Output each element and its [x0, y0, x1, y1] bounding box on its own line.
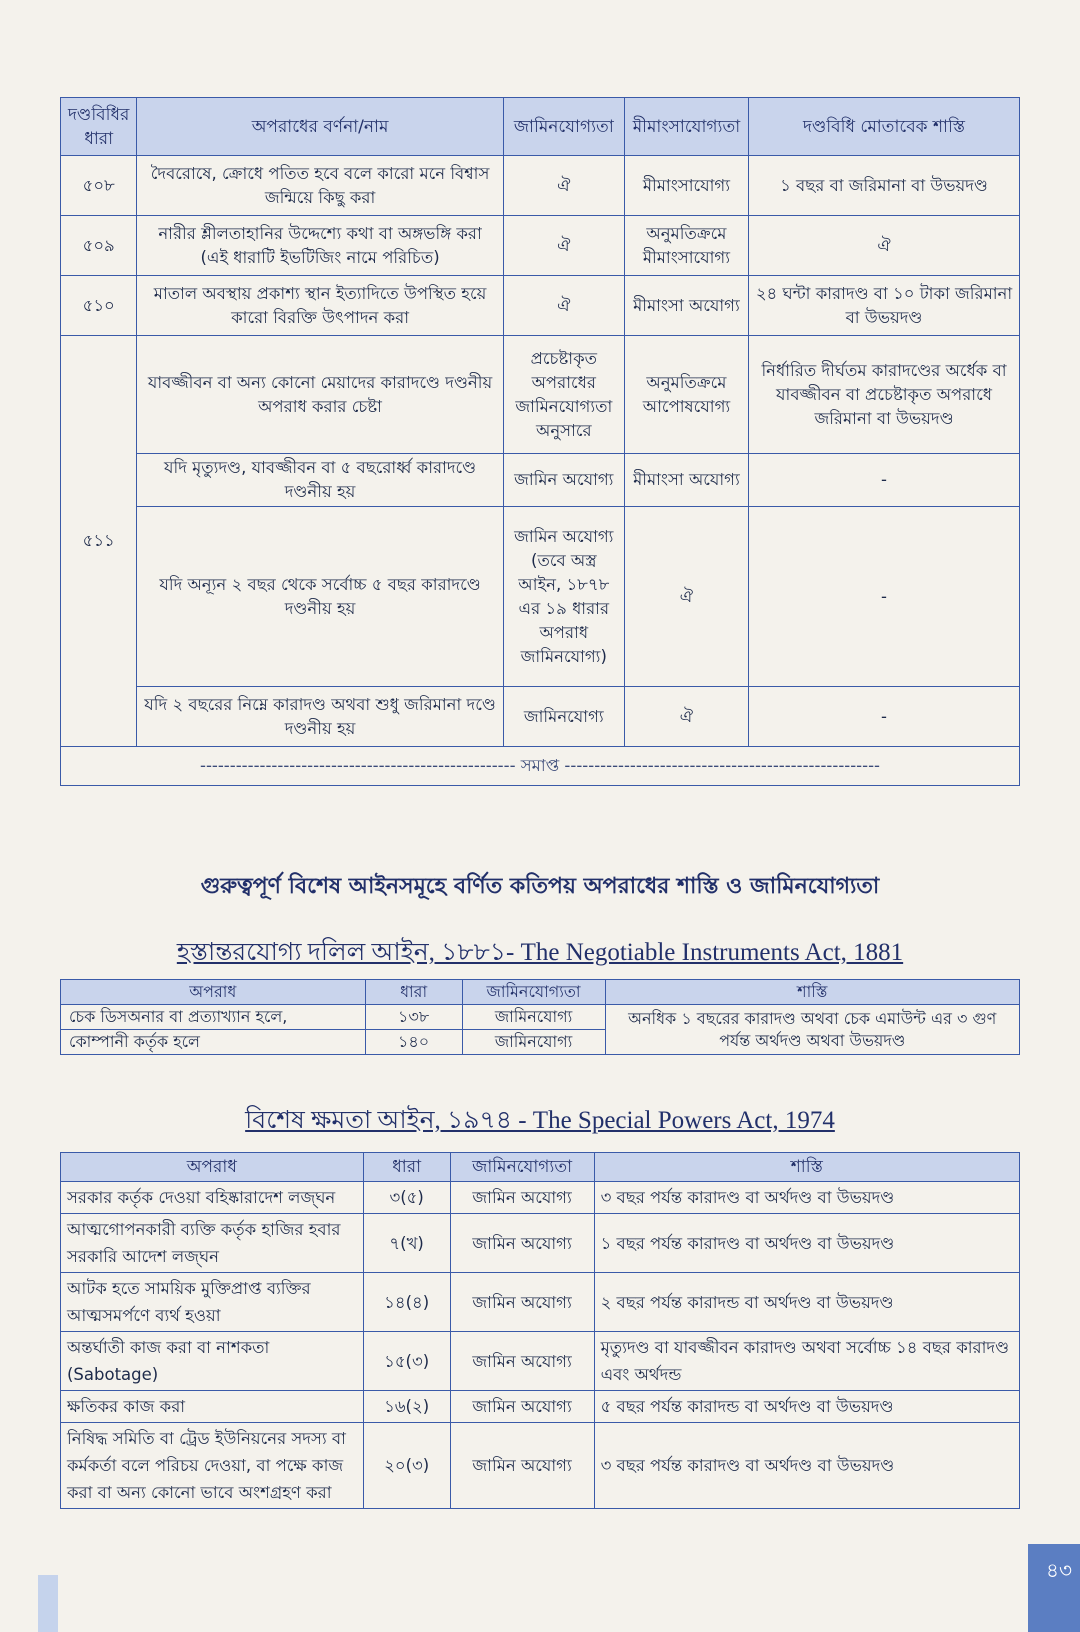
description-cell: মাতাল অবস্থায় প্রকাশ্য স্থান ইত্যাদিতে উপস্থিত হয়ে কারো বিরক্তি উৎপাদন করা [137, 276, 503, 336]
column-header: জামিনযোগ্যতা [450, 1153, 594, 1182]
column-header: জামিনযোগ্যতা [462, 980, 605, 1005]
table-row [61, 507, 1020, 687]
table-row [61, 1182, 1020, 1214]
column-header: জামিনযোগ্যতা [503, 98, 624, 156]
punishment-cell: অনধিক ১ বছরের কারাদণ্ড অথবা চেক এমাউন্ট এর ৩ গুণ পর্যন্ত অর্থদণ্ড অথবা উভয়দণ্ড [605, 1005, 1020, 1055]
section-cell: ১৬(২) [363, 1391, 450, 1423]
description-cell: নারীর শ্লীলতাহানির উদ্দেশ্যে কথা বা অঙ্গভঙ্গি করা (এই ধারাটি ইভটিজিং নামে পরিচিত) [137, 216, 503, 276]
table-row [61, 1391, 1020, 1423]
bail-cell: জামিন অযোগ্য [503, 454, 624, 507]
bail-cell: ঐ [503, 216, 624, 276]
column-header: দণ্ডবিধির ধারা [61, 98, 137, 156]
compoundable-cell: মীমাংসা অযোগ্য [624, 454, 748, 507]
table-row [61, 454, 1020, 507]
description-cell: যদি অন্যূন ২ বছর থেকে সর্বোচ্চ ৫ বছর কারাদণ্ডে দণ্ডনীয় হয় [137, 507, 503, 687]
bail-cell: জামিন অযোগ্য [450, 1332, 594, 1391]
offence-cell: নিষিদ্ধ সমিতি বা ট্রেড ইউনিয়নের সদস্য বা কর্মকর্তা বলে পরিচয় দেওয়া, বা পক্ষে কাজ করা বা অন্য কোনো ভাবে অংশগ্রহণ করা [61, 1423, 364, 1509]
bail-cell: জামিন অযোগ্য [450, 1214, 594, 1273]
table-end-row [61, 747, 1020, 786]
table-row [61, 1332, 1020, 1391]
penal-code-table [60, 97, 1020, 786]
page-edge-tab [38, 1575, 58, 1632]
compoundable-cell: অনুমতিক্রমে আপোষযোগ্য [624, 336, 748, 454]
bail-cell: জামিন অযোগ্য (তবে অস্ত্র আইন, ১৮৭৮ এর ১৯ ধারার অপরাধ জামিনযোগ্য) [503, 507, 624, 687]
table-row [61, 1214, 1020, 1273]
table-row [61, 276, 1020, 336]
main-heading: গুরুত্বপূর্ণ বিশেষ আইনসমূহে বর্ণিত কতিপয় অপরাধের শাস্তি ও জামিনযোগ্যতা [200, 874, 880, 899]
compoundable-cell: অনুমতিক্রমে মীমাংসাযোগ্য [624, 216, 748, 276]
spa-table [60, 1152, 1020, 1509]
bail-cell: প্রচেষ্টাকৃত অপরাধের জামিনযোগ্যতা অনুসারে [503, 336, 624, 454]
section-cell: ১৩৮ [365, 1005, 462, 1030]
bail-cell: জামিন অযোগ্য [450, 1391, 594, 1423]
section-cell: ৫১১ [61, 336, 137, 747]
section-cell: ৩(৫) [363, 1182, 450, 1214]
bail-cell: জামিনযোগ্য [462, 1030, 605, 1055]
offence-cell: অন্তর্ঘাতী কাজ করা বা নাশকতা (Sabotage) [61, 1332, 364, 1391]
column-header: মীমাংসাযোগ্যতা [624, 98, 748, 156]
offence-cell: কোম্পানী কর্তৃক হলে [61, 1030, 366, 1055]
nia-heading: হস্তান্তরযোগ্য দলিল আইন, ১৮৮১- The Negotiable Instruments Act, 1881 [176, 939, 904, 966]
table-row [61, 1423, 1020, 1509]
column-header: দণ্ডবিধি মোতাবেক শাস্তি [749, 98, 1020, 156]
bail-cell: জামিন অযোগ্য [450, 1273, 594, 1332]
nia-table [60, 979, 1020, 1055]
offence-cell: ক্ষতিকর কাজ করা [61, 1391, 364, 1423]
section-cell: ২০(৩) [363, 1423, 450, 1509]
offence-cell: সরকার কর্তৃক দেওয়া বহিষ্কারাদেশ লজ্ঘন [61, 1182, 364, 1214]
column-header: ধারা [363, 1153, 450, 1182]
table-row [61, 687, 1020, 747]
section-cell: ১৪০ [365, 1030, 462, 1055]
compoundable-cell: ঐ [624, 507, 748, 687]
spa-heading: বিশেষ ক্ষমতা আইন, ১৯৭৪ - The Special Powers Act, 1974 [245, 1107, 835, 1134]
punishment-cell: - [749, 454, 1020, 507]
bail-cell: জামিন অযোগ্য [450, 1182, 594, 1214]
punishment-cell: মৃত্যুদণ্ড বা যাবজ্জীবন কারাদণ্ড অথবা সর্বোচ্চ ১৪ বছর কারাদণ্ড এবং অর্থদন্ড [594, 1332, 1019, 1391]
punishment-cell: - [749, 687, 1020, 747]
table-header-row [61, 980, 1020, 1005]
bail-cell: জামিনযোগ্য [462, 1005, 605, 1030]
compoundable-cell: মীমাংসাযোগ্য [624, 156, 748, 216]
section-cell: ৫০৮ [61, 156, 137, 216]
compoundable-cell: ঐ [624, 687, 748, 747]
section-cell: ৭(খ) [363, 1214, 450, 1273]
table-row [61, 1005, 1020, 1030]
offence-cell: চেক ডিসঅনার বা প্রত্যাখ্যান হলে, [61, 1005, 366, 1030]
offence-cell: আত্মগোপনকারী ব্যক্তি কর্তৃক হাজির হবার সরকারি আদেশ লজ্ঘন [61, 1214, 364, 1273]
page-number: ৪৩ [1046, 1558, 1072, 1582]
section-cell: ৫১০ [61, 276, 137, 336]
punishment-cell: ৫ বছর পর্যন্ত কারাদন্ড বা অর্থদণ্ড বা উভয়দণ্ড [594, 1391, 1019, 1423]
section-cell: ১৫(৩) [363, 1332, 450, 1391]
description-cell: যাবজ্জীবন বা অন্য কোনো মেয়াদের কারাদণ্ডে দণ্ডনীয় অপরাধ করার চেষ্টা [137, 336, 503, 454]
punishment-cell: নির্ধারিত দীর্ঘতম কারাদণ্ডের অর্ধেক বা যাবজ্জীবন বা প্রচেষ্টাকৃত অপরাধে জরিমানা বা উভয়দণ্ড [749, 336, 1020, 454]
section-cell: ১৪(৪) [363, 1273, 450, 1332]
table-row [61, 216, 1020, 276]
bail-cell: ঐ [503, 156, 624, 216]
punishment-cell: ৩ বছর পর্যন্ত কারাদণ্ড বা অর্থদণ্ড বা উভয়দণ্ড [594, 1423, 1019, 1509]
end-marker: ----------------------------------------------------- সমাপ্ত ----------------------------------------------------- [61, 747, 1020, 786]
table-header-row [61, 98, 1020, 156]
description-cell: যদি মৃত্যুদণ্ড, যাবজ্জীবন বা ৫ বছরোর্ধ্ব কারাদণ্ডে দণ্ডনীয় হয় [137, 454, 503, 507]
column-header: শাস্তি [594, 1153, 1019, 1182]
compoundable-cell: মীমাংসা অযোগ্য [624, 276, 748, 336]
section-cell: ৫০৯ [61, 216, 137, 276]
punishment-cell: ২৪ ঘন্টা কারাদণ্ড বা ১০ টাকা জরিমানা বা উভয়দণ্ড [749, 276, 1020, 336]
table-row [61, 156, 1020, 216]
bail-cell: জামিনযোগ্য [503, 687, 624, 747]
table-row [61, 336, 1020, 454]
column-header: অপরাধ [61, 980, 366, 1005]
bail-cell: ঐ [503, 276, 624, 336]
table-row [61, 1273, 1020, 1332]
bail-cell: জামিন অযোগ্য [450, 1423, 594, 1509]
punishment-cell: ঐ [749, 216, 1020, 276]
column-header: অপরাধ [61, 1153, 364, 1182]
column-header: শাস্তি [605, 980, 1020, 1005]
punishment-cell: ৩ বছর পর্যন্ত কারাদণ্ড বা অর্থদণ্ড বা উভয়দণ্ড [594, 1182, 1019, 1214]
column-header: ধারা [365, 980, 462, 1005]
offence-cell: আটক হতে সাময়িক মুক্তিপ্রাপ্ত ব্যক্তির আত্মসমর্পণে ব্যর্থ হওয়া [61, 1273, 364, 1332]
column-header: অপরাধের বর্ণনা/নাম [137, 98, 503, 156]
table-header-row [61, 1153, 1020, 1182]
description-cell: যদি ২ বছরের নিম্নে কারাদণ্ড অথবা শুধু জরিমানা দণ্ডে দণ্ডনীয় হয় [137, 687, 503, 747]
description-cell: দৈবরোষে, ক্রোধে পতিত হবে বলে কারো মনে বিশ্বাস জন্মিয়ে কিছু করা [137, 156, 503, 216]
punishment-cell: ১ বছর বা জরিমানা বা উভয়দণ্ড [749, 156, 1020, 216]
punishment-cell: ১ বছর পর্যন্ত কারাদণ্ড বা অর্থদণ্ড বা উভয়দণ্ড [594, 1214, 1019, 1273]
punishment-cell: ২ বছর পর্যন্ত কারাদন্ড বা অর্থদণ্ড বা উভয়দণ্ড [594, 1273, 1019, 1332]
punishment-cell: - [749, 507, 1020, 687]
